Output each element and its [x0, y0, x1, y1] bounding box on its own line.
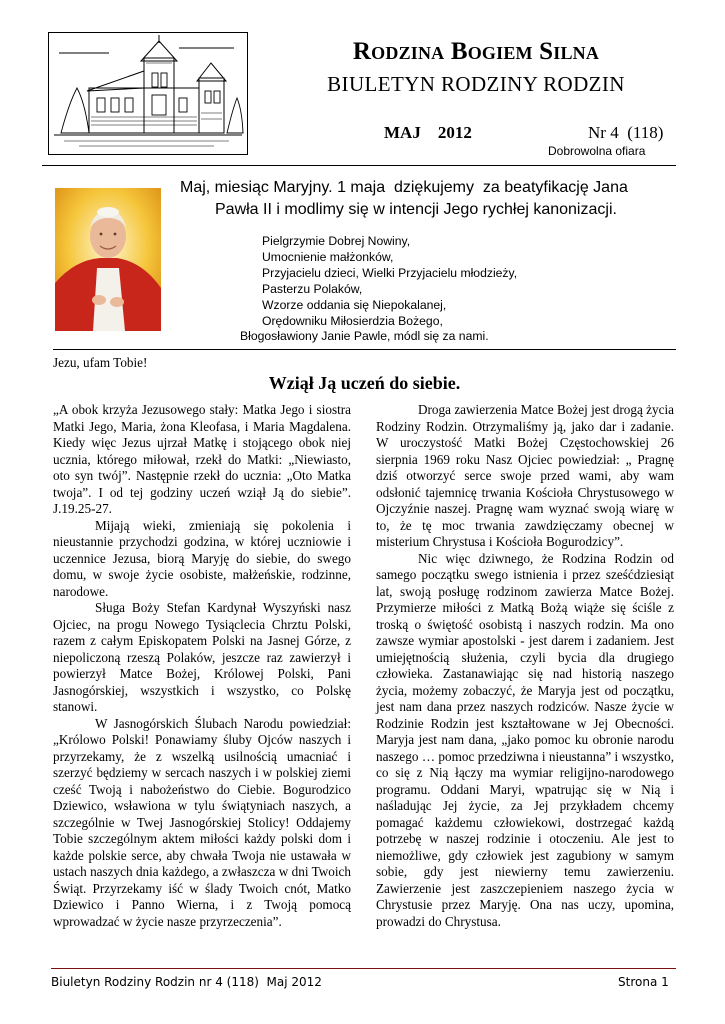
prayer-line: Błogosławiony Janie Pawle, módl się za nami. [240, 329, 489, 344]
article-column-left [53, 402, 351, 930]
page-number: Strona 1 [618, 975, 669, 989]
price-note: Dobrowolna ofiara [548, 144, 646, 158]
prayer-line: Pasterzu Polaków, [262, 281, 363, 296]
article-title: Wziął Ją uczeń do siebie. [268, 373, 461, 393]
paragraph: Nic więc dziwnego, że Rodzina Rodzin od samego początku swego istnienia i przez sześćdziesiąt lat, swoją posługę rodzinom zawierza Matce Bożej. Przymierze miłości z Matką Bożą wiąże się ściśle z troską o świętość osobistą i naszych rodzin. Ma ono zawsze wymiar apostolski - jest darem i zadaniem. Jest umiejętnością służenia, czyli bycia dla drugiego człowieka. Zastanawiając się nad historią naszego życia, możemy zobaczyć, że Maryja jest od początku, jest nam dana przez naszych rodziców. Nasze życie w Rodzinie Rodzin jest kształtowane w Jej Obecności. Maryja jest nam dana, „jako pomoc ku obronie narodu naszego … pomoc przedziwna i nieustanna” i wszystko, co się z Nią łączy ma wymiar religijno-narodowego programu. Oddani Maryi, wpatrując się w Nią i naśladując Jej życie, za Jej przykładem chcemy pomagać każdemu człowiekowi, dostrzegać każdą potrzebę w naszej rodzinie i otoczeniu. Ale jest to niemożliwe, gdy człowiek jest zagubiony w samym sobie, gdy jest niewierny temu zawierzeniu. Zawierzenie jest zaszczepieniem naszego życia w Chrystusie przez Maryję. Ona nas uczy, upomina, prowadzi do Chrystusa. [376, 550, 674, 929]
prayer-line: Przyjacielu dzieci, Wielki Przyjacielu młodzieży, [262, 265, 518, 280]
footer-bulletin-info: Biuletyn Rodziny Rodzin nr 4 (118) Maj 2012 [51, 975, 322, 989]
intro-divider [53, 349, 676, 350]
church-sketch-logo [48, 32, 248, 155]
bulletin-title: Rodzina Bogiem Silna [352, 38, 600, 65]
prayer-line: Umocnienie małżonków, [262, 249, 394, 264]
article-column-right [376, 402, 674, 930]
header-divider [42, 165, 676, 166]
pope-portrait-image [55, 188, 161, 331]
issue-number: Nr 4 (118) [588, 123, 664, 142]
intro-line-2: Pawła II i modlimy się w intencji Jego rychłej kanonizacji. [215, 201, 617, 218]
prayer-line: Pielgrzymie Dobrej Nowiny, [262, 234, 411, 248]
bulletin-subtitle: BIULETYN RODZINY RODZIN [327, 72, 625, 96]
prayer-line: Orędowniku Miłosierdzia Bożego, [262, 313, 443, 328]
paragraph: Sługa Boży Stefan Kardynał Wyszyński nasz Ojciec, na progu Nowego Tysiąclecia Chrztu Polski, razem z całym Episkopatem Polski na Jasnej Górze, z niepoliczoną rzeszą Polaków, jeszcze raz zawierzył i powierzył Matce Bożej, Królowej Polski, Pani Jasnogórskiej, wszystkich i wszystko, co Polskę stanowi. [53, 600, 351, 714]
issue-month: MAJ 2012 [384, 123, 472, 142]
paragraph: Mijają wieki, zmieniają się pokolenia i nieustannie przychodzi godzina, w której uczniowie i uczennice Jezusa, biorą Maryję do siebie, do swego domu, w swoje życie osobiste, małżeńskie, rodzinne, narodowe. [53, 517, 351, 599]
paragraph: Droga zawierzenia Matce Bożej jest drogą życia Rodziny Rodzin. Otrzymaliśmy ją, jako dar i zadanie. W uroczystość Matki Bożej Częstochowskiej 26 sierpnia 1969 roku Nasz Ojciec powiedział: „ Pragnę dziś otworzyć serce swoje przed wami, aby wam odsłonić tajemnicę trwania Kościoła Chrystusowego w Ojczyźnie naszej. Pragnę wam wyznać swoją wiarę w to, że tę moc trwania zawdzięczamy obecnej w misterium Chrystusa i Kościoła Bogurodzicy”. [376, 402, 674, 549]
prayer-litany [240, 234, 600, 345]
footer-divider [51, 968, 676, 969]
motto: Jezu, ufam Tobie! [53, 355, 148, 370]
prayer-line: Wzorze oddania się Niepokalanej, [262, 297, 447, 312]
paragraph: W Jasnogórskich Ślubach Narodu powiedział: „Królowo Polski! Ponawiamy śluby Ojców naszych i przyrzekamy, że z wszelką usilnością umacniać i szerzyć będziemy w sercach naszych i w polskiej ziemi cześć Twoją i nabożeństwo do Ciebie. Bogurodzico Dziewico, wsławiona w tylu świątyniach naszych, a szczególnie w Twej Jasnogórskiej Stolicy! Oddajemy Tobie szczególnym aktem miłości każdy polski dom i każde polskie serce, aby chwała Twoja nie ustawała w ustach naszych dnia każdego, a zwłaszcza w dni Twoich Świąt. Przyrzekamy iść w ślady Twoich cnót, Matko Dziewico i Panno Wierna, i z Twoją pomocą wprowadzać w życie nasze przyrzeczenia”. [53, 715, 351, 929]
intro-line-1: Maj, miesiąc Maryjny. 1 maja dziękujemy za beatyfikację Jana [180, 179, 628, 196]
paragraph: „A obok krzyża Jezusowego stały: Matka Jego i siostra Matki Jego, Maria, żona Kleofasa, i Maria Magdalena. Kiedy więc Jezus ujrzał Matkę i stojącego obok niej ucznia, którego miłował, rzekł do Matki: „Niewiasto, oto syn twój”. Następnie rzekł do ucznia: „Oto Matka twoja”. I od tej godziny uczeń wziął Ją do siebie”. J.19.25-27. [53, 402, 351, 516]
